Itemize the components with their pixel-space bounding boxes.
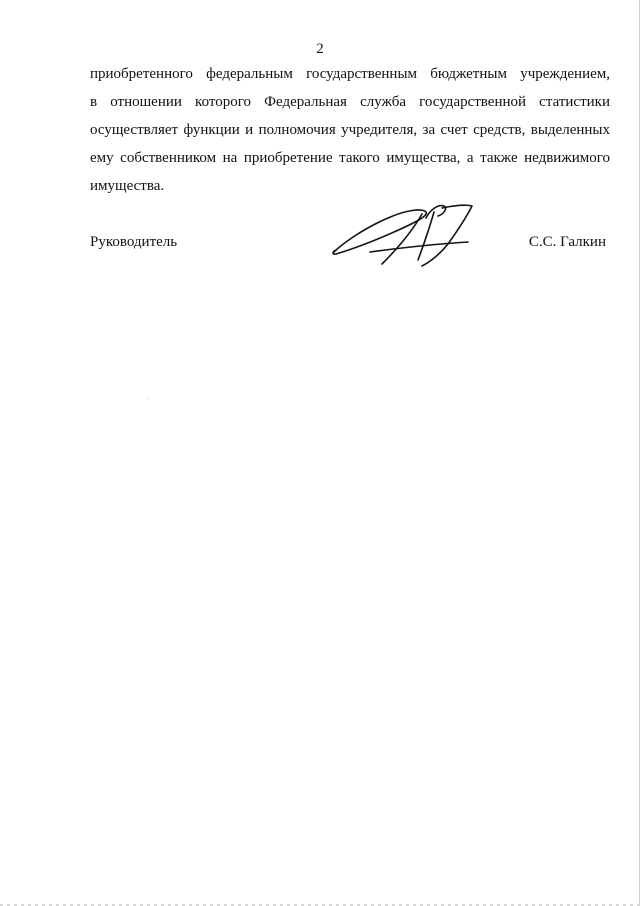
body-line: осуществляет функции и полномочия учредителя, за счет средств, выделенных [90,122,610,138]
page-number: 2 [316,41,324,57]
body-paragraph [90,60,610,200]
body-line: в отношении которого Федеральная служба государственной статистики [90,94,610,110]
body-line: имущества. [90,178,165,194]
handwritten-signature [330,200,480,268]
body-line: приобретенного федеральным государственным бюджетным учреждением, [90,66,610,82]
scan-speck [148,398,149,399]
signer-name: С.С. Галкин [528,234,606,250]
signer-title: Руководитель [90,234,178,250]
body-line: ему собственником на приобретение такого имущества, а также недвижимого [90,150,610,166]
